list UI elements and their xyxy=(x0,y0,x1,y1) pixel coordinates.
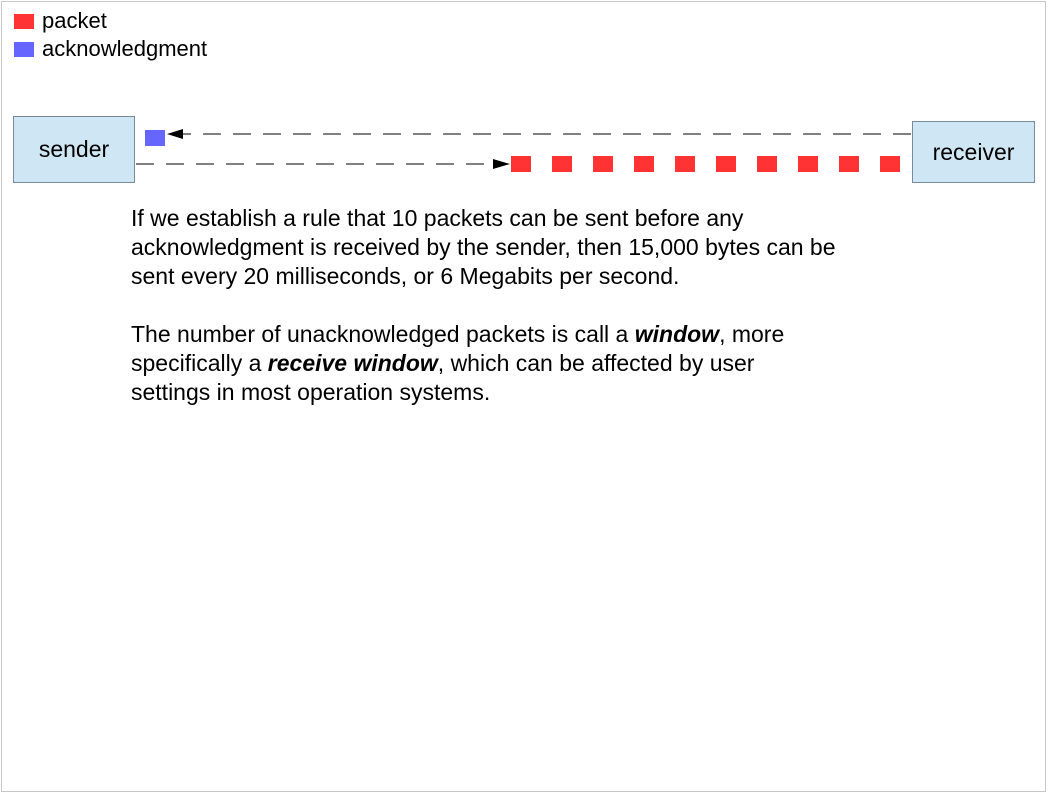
packet-4 xyxy=(634,156,654,172)
packet-group xyxy=(511,156,900,172)
paragraph-1 xyxy=(131,204,931,291)
paragraph-2 xyxy=(131,320,931,407)
p2-line2-text: specifically a xyxy=(131,350,268,376)
packet-5 xyxy=(675,156,695,172)
p2-line1-text: The number of unacknowledged packets is call a xyxy=(131,321,635,347)
packet-10 xyxy=(880,156,900,172)
packet-arrowhead-icon xyxy=(493,159,510,169)
p2-line2-tail: , which can be affected by user xyxy=(437,350,755,376)
packet-7 xyxy=(757,156,777,172)
ack-arrowhead-icon xyxy=(167,129,183,139)
paragraph-2-line-3: settings in most operation systems. xyxy=(131,379,491,405)
p2-line1-tail: , more xyxy=(719,321,785,347)
paragraph-2-line-2 xyxy=(131,349,931,378)
packet-3 xyxy=(593,156,613,172)
packet-9 xyxy=(839,156,859,172)
packet-6 xyxy=(716,156,736,172)
acknowledgment-1 xyxy=(145,130,165,146)
paragraph-1-line-3: sent every 20 milliseconds, or 6 Megabits per second. xyxy=(131,263,680,289)
packet-2 xyxy=(552,156,572,172)
flow-diagram xyxy=(0,0,1049,200)
legend-packet-label: packet xyxy=(42,8,107,33)
ack-group xyxy=(145,130,165,146)
paragraph-1-line-2: acknowledgment is received by the sender, then 15,000 bytes can be xyxy=(131,234,836,260)
paragraph-2-line-1 xyxy=(131,320,931,349)
receive-window-term: receive window xyxy=(267,350,438,376)
paragraph-1-line-1: If we establish a rule that 10 packets can be sent before any xyxy=(131,205,744,231)
packet-8 xyxy=(798,156,818,172)
legend-ack-label: acknowledgment xyxy=(42,36,208,61)
sender-label: sender xyxy=(38,136,110,162)
receiver-label: receiver xyxy=(932,138,1015,165)
packet-1 xyxy=(511,156,531,172)
window-term: window xyxy=(634,321,720,347)
